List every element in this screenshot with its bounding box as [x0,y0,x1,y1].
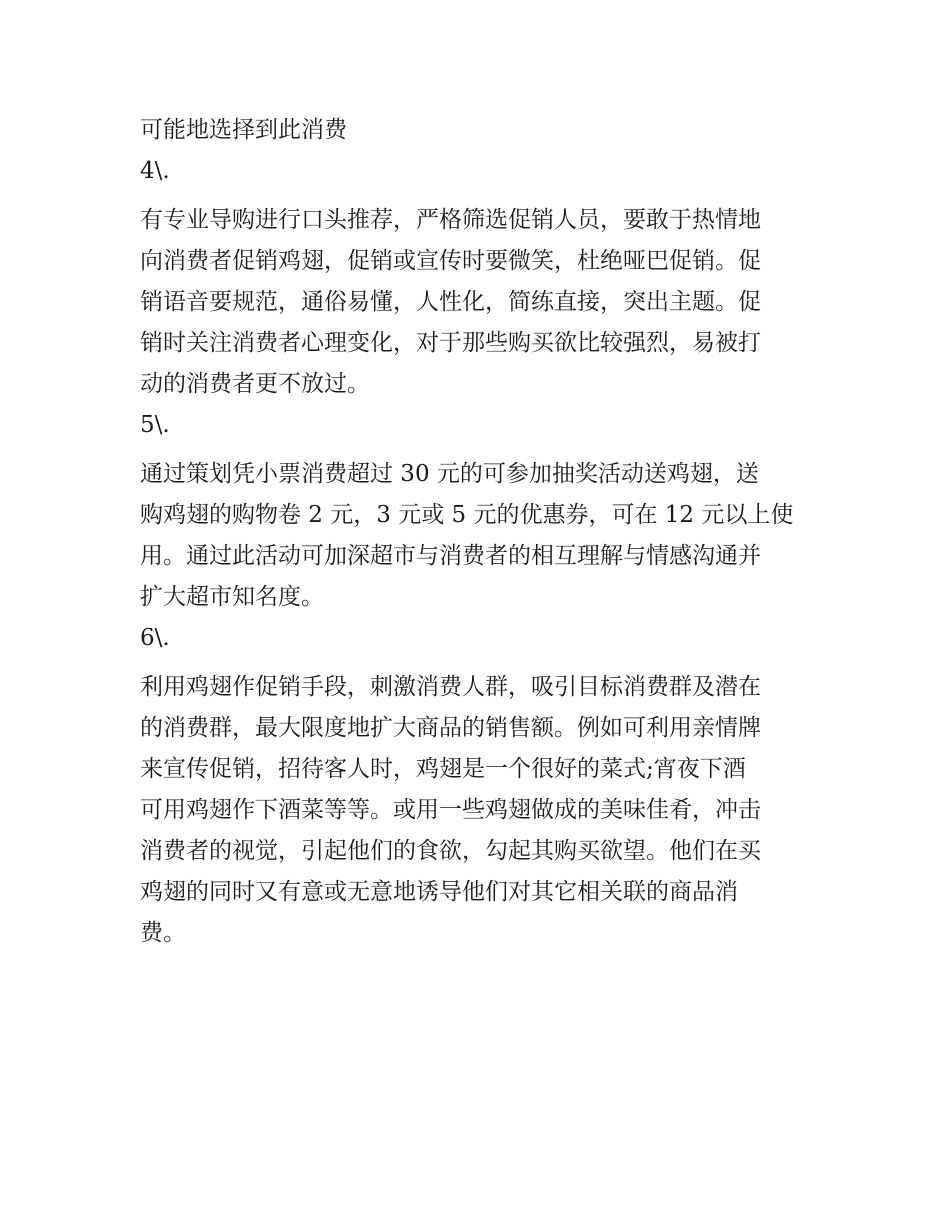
item-number-6 [140,618,820,659]
document-body [140,110,820,954]
text-line: 可用鸡翅作下酒菜等等。或用一些鸡翅做成的美味佳肴，冲击 [140,797,761,823]
text-line: 费。 [140,920,186,946]
text-line: 消费者的视觉，引起他们的食欲，勾起其购买欲望。他们在买 [140,838,761,864]
paragraph-item-6 [140,667,820,954]
text-line: 销时关注消费者心理变化，对于那些购买欲比较强烈，易被打 [140,330,761,356]
text-line: 可能地选择到此消费 [140,117,347,143]
paragraph-item-5 [140,454,820,618]
text-line: 购鸡翅的购物卷 2 元，3 元或 5 元的优惠券，可在 12 元以上使 [140,502,794,528]
item-number: 6\. [140,625,170,651]
text-line: 的消费群，最大限度地扩大商品的销售额。例如可利用亲情牌 [140,715,761,741]
text-line: 来宣传促销，招待客人时，鸡翅是一个很好的菜式;宵夜下酒 [140,756,746,782]
text-line: 利用鸡翅作促销手段，刺激消费人群，吸引目标消费群及潜在 [140,674,761,700]
text-line: 扩大超市知名度。 [140,584,324,610]
item-number: 4\. [140,158,170,184]
item-number-4 [140,151,820,192]
paragraph-item-4 [140,200,820,405]
text-line: 向消费者促销鸡翅，促销或宣传时要微笑，杜绝哑巴促销。促 [140,248,761,274]
text-line: 通过策划凭小票消费超过 30 元的可参加抽奖活动送鸡翅，送 [140,461,759,487]
text-line: 有专业导购进行口头推荐，严格筛选促销人员，要敢于热情地 [140,207,761,233]
paragraph-continuation [140,110,820,151]
text-line: 鸡翅的同时又有意或无意地诱导他们对其它相关联的商品消 [140,879,738,905]
text-line: 销语音要规范，通俗易懂，人性化，简练直接，突出主题。促 [140,289,761,315]
text-line: 动的消费者更不放过。 [140,371,370,397]
item-number-5 [140,405,820,446]
text-line: 用。通过此活动可加深超市与消费者的相互理解与情感沟通并 [140,543,761,569]
item-number: 5\. [140,412,170,438]
